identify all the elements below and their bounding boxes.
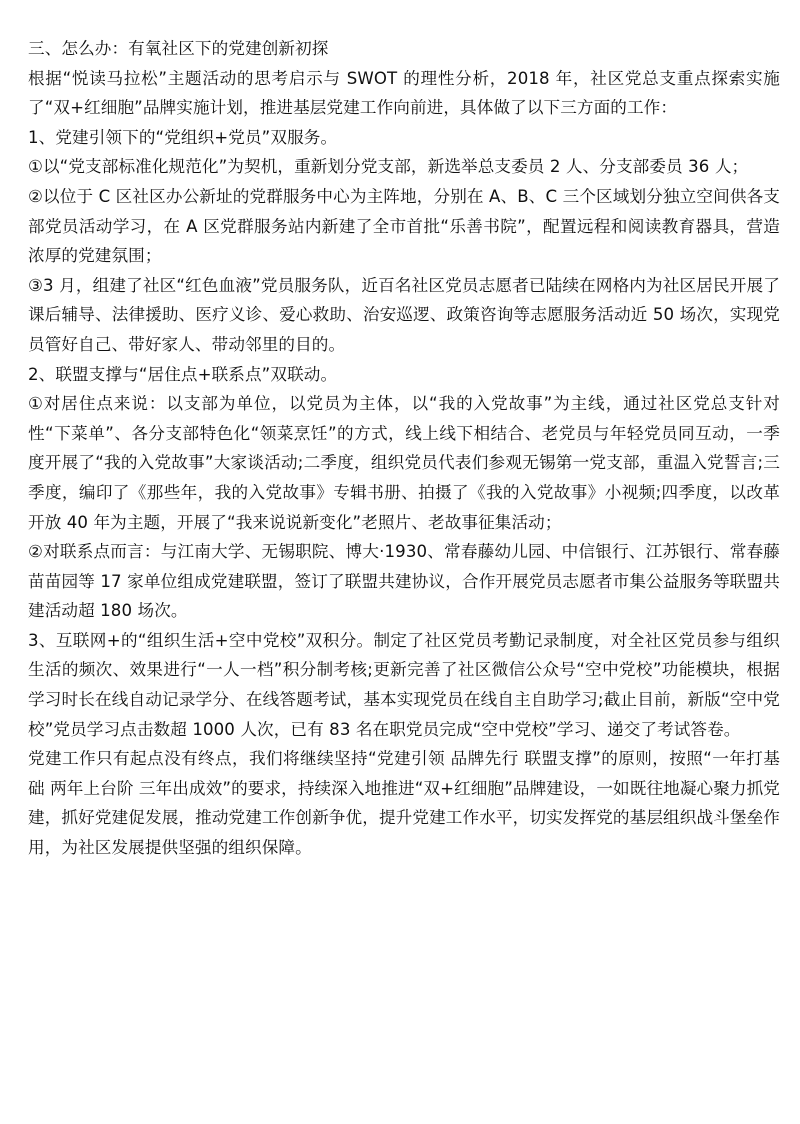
intro-paragraph: 根据“悦读马拉松”主题活动的思考启示与 SWOT 的理性分析，2018 年，社区党总支重点探索实施了“双+红细胞”品牌实施计划，推进基层党建工作向前进，具体做了以下三方面的工作：: [28, 68, 780, 118]
section-heading: 三、怎么办：有氧社区下的党建创新初探: [28, 39, 329, 58]
section-1-title: 1、党建引领下的“党组织+党员”双服务。: [28, 127, 338, 147]
section-1-item-2: ②以位于 C 区社区办公新址的党群服务中心为主阵地，分别在 A、B、C 三个区域划分独立空间供各支部党员活动学习，在 A 区党群服务站内新建了全市首批“乐善书院”，配置远程和阅读教育器具，营造浓厚的党建氛围；: [28, 186, 780, 266]
section-3-paragraph: 3、互联网+的“组织生活+空中党校”双积分。制定了社区党员考勤记录制度，对全社区党员参与组织生活的频次、效果进行“一人一档”积分制考核;更新完善了社区微信公众号“空中党校”功能模块，根据学习时长在线自动记录学分、在线答题考试，基本实现党员在线自主自助学习;截止目前，新版“空中党校”党员学习点击数超 1000 人次，已有 83 名在职党员完成“空中党校”学习、递交了考试答卷。: [28, 630, 780, 739]
section-2-item-1: ①对居住点来说：以支部为单位，以党员为主体，以“我的入党故事”为主线，通过社区党总支针对性“下菜单”、各分支部特色化“领菜烹饪”的方式，线上线下相结合、老党员与年轻党员同互动，一季度开展了“我的入党故事”大家谈活动;二季度，组织党员代表们参观无锡第一党支部，重温入党誓言;三季度，编印了《那些年，我的入党故事》专辑书册、拍摄了《我的入党故事》小视频;四季度，以改革开放 40 年为主题，开展了“我来说说新变化”老照片、老故事征集活动；: [28, 394, 780, 532]
document-body: [28, 34, 780, 863]
section-1-item-1: ①以“党支部标准化规范化”为契机，重新划分党支部，新选举总支委员 2 人、分支部委员 36 人；: [28, 157, 749, 177]
section-2-title: 2、联盟支撑与“居住点+联系点”双联动。: [28, 364, 338, 384]
section-2-item-2: ②对联系点而言：与江南大学、无锡职院、博大·1930、常春藤幼儿园、中信银行、江苏银行、常春藤苗苗园等 17 家单位组成党建联盟，签订了联盟共建协议，合作开展党员志愿者市集公益服务等联盟共建活动超 180 场次。: [28, 542, 780, 621]
section-1-item-3: ③3 月，组建了社区“红色血液”党员服务队，近百名社区党员志愿者已陆续在网格内为社区居民开展了课后辅导、法律援助、医疗义诊、爱心救助、治安巡逻、政策咨询等志愿服务活动近 50 场次，实现党员管好自己、带好家人、带动邻里的目的。: [28, 275, 780, 354]
closing-paragraph: 党建工作只有起点没有终点，我们将继续坚持“党建引领 品牌先行 联盟支撑”的原则，按照“一年打基础 两年上台阶 三年出成效”的要求，持续深入地推进“双+红细胞”品牌建设，一如既往地凝心聚力抓党建，抓好党建促发展，推动党建工作创新争优，提升党建工作水平，切实发挥党的基层组织战斗堡垒作用，为社区发展提供坚强的组织保障。: [28, 749, 780, 858]
